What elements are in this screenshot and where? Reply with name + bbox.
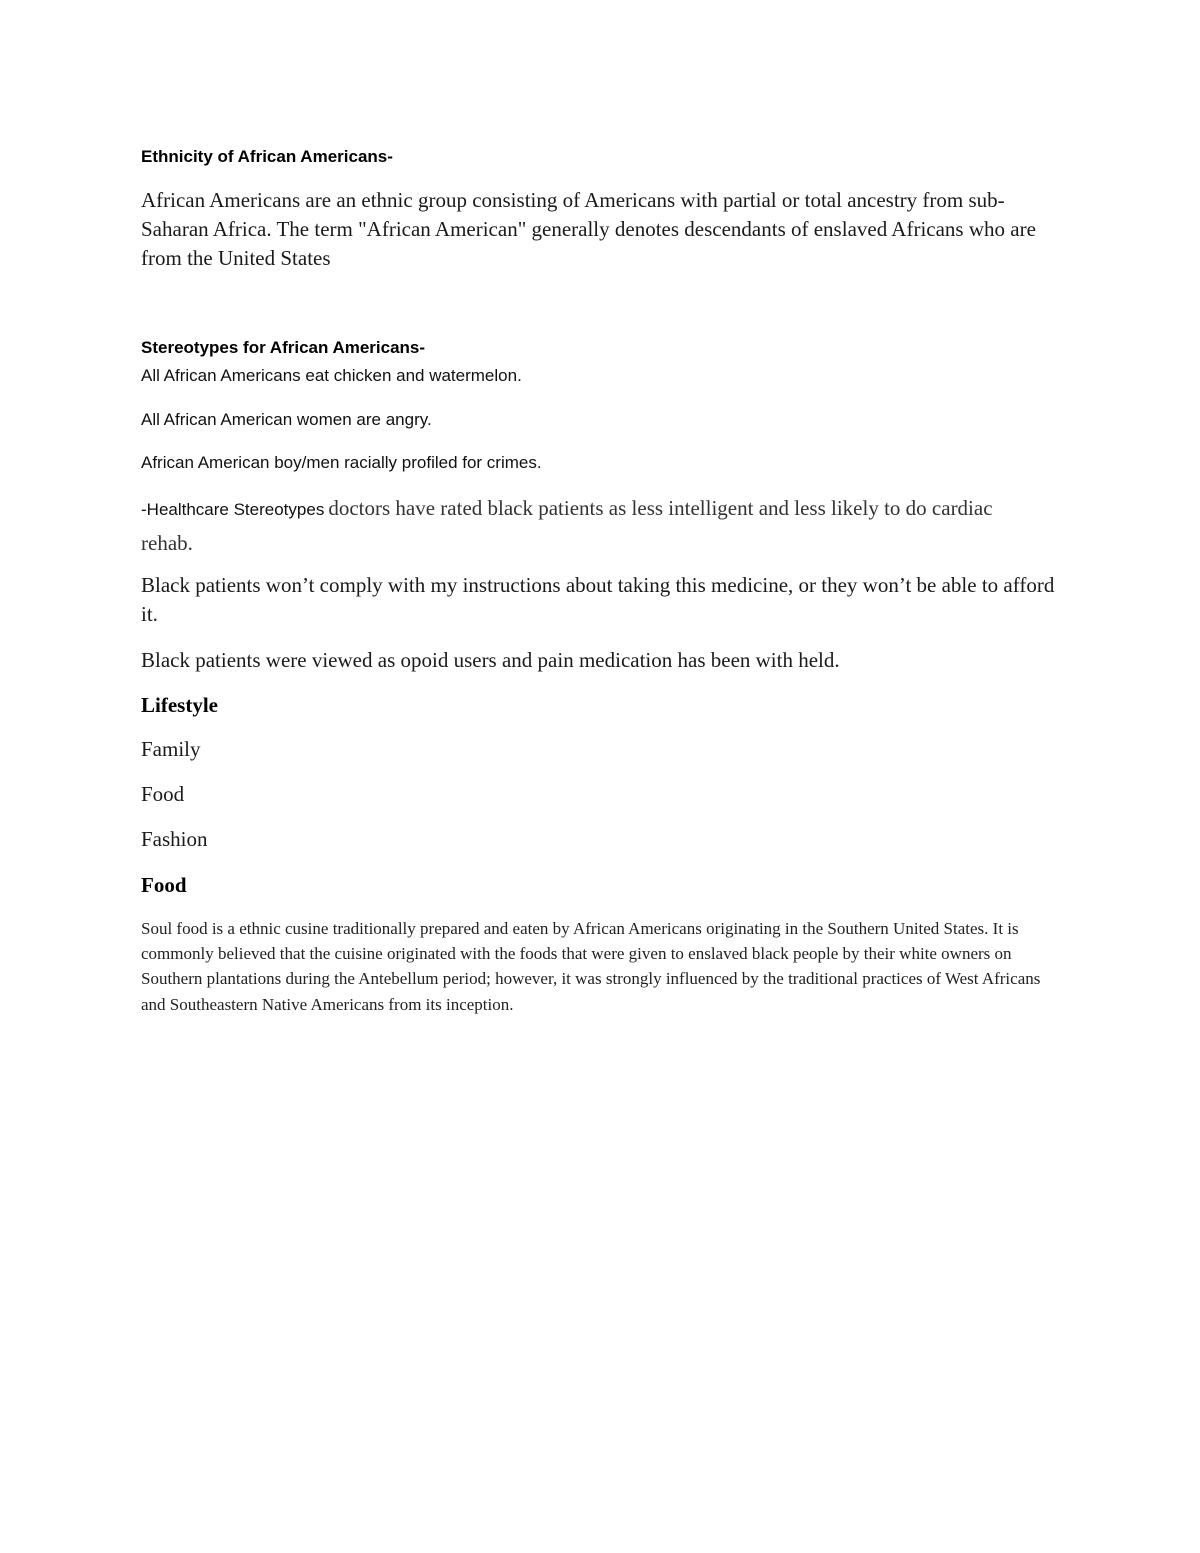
lifestyle-item: Family [141, 737, 201, 761]
stereotype-item: All African American women are angry. [141, 410, 432, 429]
food-heading: Food [141, 873, 187, 897]
lifestyle-item: Food [141, 782, 185, 806]
compliance-paragraph: Black patients won’t comply with my instructions about taking this medicine, or they won’t be able to afford it. [141, 573, 1055, 626]
stereotypes-heading: Stereotypes for African Americans- [141, 338, 426, 357]
stereotype-item: All African Americans eat chicken and watermelon. [141, 366, 522, 385]
stereotype-item: African American boy/men racially profiled for crimes. [141, 453, 542, 472]
ethnicity-heading: Ethnicity of African Americans- [141, 147, 393, 166]
healthcare-stereotypes-paragraph [141, 492, 1041, 562]
lifestyle-heading: Lifestyle [141, 693, 218, 717]
healthcare-stereotypes-text: doctors have rated black patients as less intelligent and less likely to do cardiac rehab. [141, 496, 993, 555]
food-paragraph: Soul food is a ethnic cusine traditionally prepared and eaten by African Americans originating in the Southern United States. It is commonly believed that the cuisine originated with the foods that were given to enslaved black people by their white owners on Southern plantations during the Antebellum period; however, it was strongly influenced by the traditional practices of West Africans and Southeastern Native Americans from its inception. [141, 919, 1041, 1014]
ethnicity-paragraph: African Americans are an ethnic group consisting of Americans with partial or total ancestry from sub-Saharan Africa. The term "African American" generally denotes descendants of enslaved Africans who are from the United States [141, 188, 1036, 270]
opioid-paragraph: Black patients were viewed as opoid users and pain medication has been with held. [141, 648, 840, 672]
lifestyle-item: Fashion [141, 827, 208, 851]
healthcare-stereotypes-label: -Healthcare Stereotypes [141, 500, 325, 519]
